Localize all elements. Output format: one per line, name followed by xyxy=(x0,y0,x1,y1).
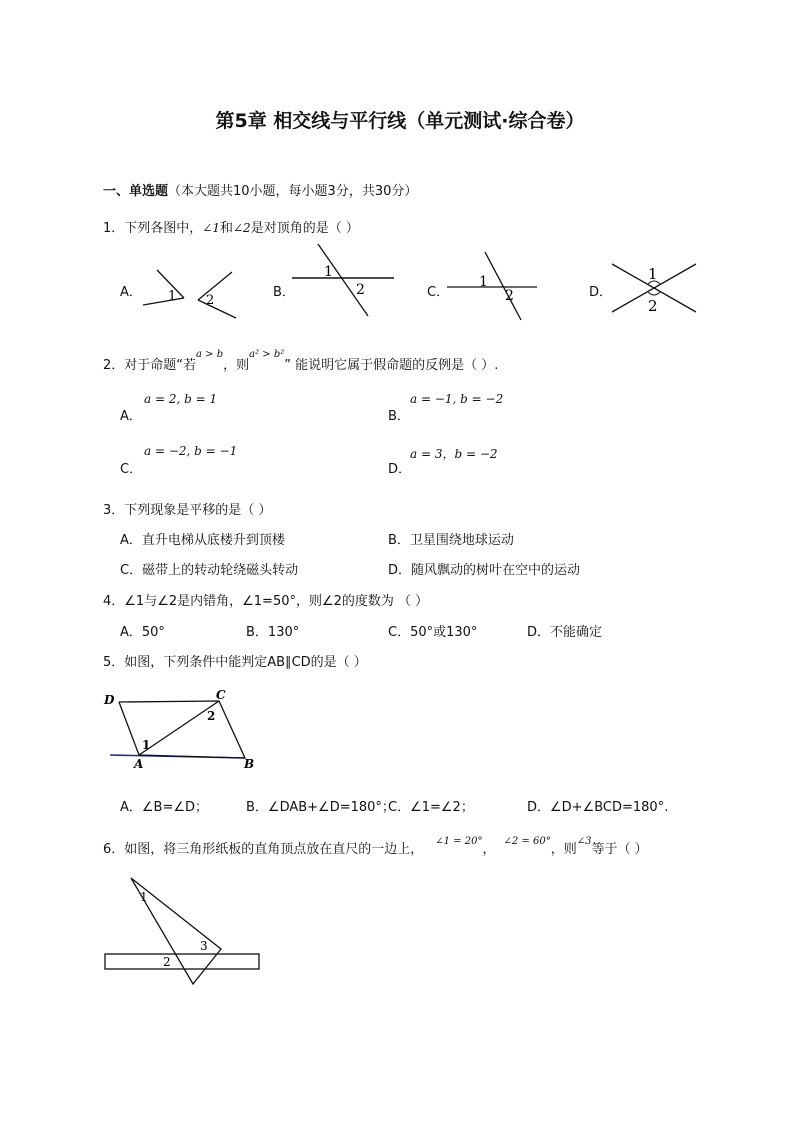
q3-option-c[interactable]: C．磁带上的转动轮绕磁头转动 xyxy=(120,563,299,578)
q6-cond2: ∠2 = 60° xyxy=(503,836,551,847)
q1-and: 和 xyxy=(219,221,233,236)
q2-stem-prefix: 2．对于命题“若 xyxy=(103,358,197,373)
q5-option-b[interactable]: B．∠DAB+∠D=180°； xyxy=(246,800,395,815)
q5-option-d[interactable]: D．∠D+∠BCD=180°. xyxy=(527,800,669,815)
question-3-stem: 3．下列现象是平移的是（ ） xyxy=(103,503,272,518)
q2-option-a-letter[interactable]: A． xyxy=(120,409,142,424)
q1-figure-a xyxy=(140,262,240,322)
q6-angle3: ∠3 xyxy=(576,836,592,847)
q2-option-c-letter[interactable]: C． xyxy=(120,462,143,477)
q5-option-a[interactable]: A．∠B=∠D； xyxy=(120,800,209,815)
page-title: 第5章 相交线与平行线（单元测试·综合卷） xyxy=(215,110,585,132)
q2-option-b-letter[interactable]: B． xyxy=(388,409,410,424)
q1-d-label-2: 2 xyxy=(648,297,658,315)
question-1-stem xyxy=(103,217,359,236)
q1-a-label-2: 2 xyxy=(206,293,215,308)
q2-cond2: a² > b² xyxy=(249,349,285,360)
q1-option-a-label[interactable]: A． xyxy=(120,285,142,300)
q5-label-1: 1 xyxy=(142,738,151,752)
section-note: （本大题共10小题，每小题3分，共30分） xyxy=(168,184,418,199)
q1-figure-b xyxy=(290,240,400,320)
q1-figure-c xyxy=(445,248,545,323)
q6-mid: ，则 xyxy=(550,842,577,857)
q3-option-d[interactable]: D．随风飘动的树叶在空中的运动 xyxy=(388,563,581,578)
q4-option-c[interactable]: C．50°或130° xyxy=(388,625,478,640)
q1-option-d-label[interactable]: D． xyxy=(589,285,613,300)
q1-stem-suffix: 是对顶角的是（ ） xyxy=(250,221,359,236)
q6-stem-prefix: 6．如图，将三角形纸板的直角顶点放在直尺的一边上， xyxy=(103,842,424,857)
q5-label-a: A xyxy=(134,757,144,771)
q1-figure-d xyxy=(610,262,700,317)
q4-option-d[interactable]: D．不能确定 xyxy=(527,625,603,640)
section-heading xyxy=(103,180,417,199)
q4-option-b[interactable]: B．130° xyxy=(246,625,300,640)
q1-d-label-1: 1 xyxy=(648,265,658,283)
q2-stem-mid: ，则 xyxy=(223,358,250,373)
q1-option-c-label[interactable]: C． xyxy=(427,285,450,300)
q2-option-d-letter[interactable]: D． xyxy=(388,462,412,477)
q2-stem-suffix: ” 能说明它属于假命题的反例是（ ）. xyxy=(284,358,499,373)
q1-angle1: ∠1 xyxy=(202,221,220,235)
q5-label-c: C xyxy=(216,688,226,702)
q1-stem-prefix: 1．下列各图中， xyxy=(103,221,203,236)
q1-a-label-1: 1 xyxy=(168,289,177,304)
q4-option-a[interactable]: A．50° xyxy=(120,625,165,640)
q6-figure xyxy=(100,870,270,990)
q3-option-a[interactable]: A．直升电梯从底楼升到顶楼 xyxy=(120,533,285,548)
q6-label-2: 2 xyxy=(163,955,171,969)
section-title: 一、单选题 xyxy=(103,184,169,199)
q2-option-d-expr: a = 3，b = −2 xyxy=(410,447,498,461)
q6-label-3: 3 xyxy=(200,939,208,953)
q1-angle2: ∠2 xyxy=(233,221,251,235)
q2-option-b-expr: a = −1, b = −2 xyxy=(410,392,504,406)
q1-c-label-1: 1 xyxy=(479,274,488,290)
q6-comma: ， xyxy=(482,842,496,857)
q1-c-label-2: 2 xyxy=(505,288,514,304)
q6-cond1: ∠1 = 20° xyxy=(435,836,483,847)
q5-figure xyxy=(100,685,270,775)
question-2-stem xyxy=(103,349,499,373)
q6-label-1: 1 xyxy=(140,890,148,904)
q2-cond1: a > b xyxy=(196,349,224,360)
question-6-stem xyxy=(103,838,648,857)
q5-label-2: 2 xyxy=(207,709,216,723)
q3-option-b[interactable]: B．卫星围绕地球运动 xyxy=(388,533,514,548)
q5-label-d: D xyxy=(104,693,115,707)
question-4-stem: 4．∠1与∠2是内错角，∠1=50°，则∠2的度数为 （ ） xyxy=(103,594,429,609)
q1-option-b-label[interactable]: B． xyxy=(273,285,295,300)
q5-option-c[interactable]: C．∠1=∠2； xyxy=(388,800,474,815)
q5-label-b: B xyxy=(244,757,255,771)
q1-b-label-2: 2 xyxy=(356,282,365,298)
q2-option-c-expr: a = −2, b = −1 xyxy=(144,444,238,458)
q1-b-label-1: 1 xyxy=(324,264,333,280)
question-5-stem: 5．如图，下列条件中能判定AB∥CD的是（ ） xyxy=(103,655,367,670)
q6-stem-suffix: 等于（ ） xyxy=(591,842,648,857)
q2-option-a-expr: a = 2, b = 1 xyxy=(144,392,218,406)
